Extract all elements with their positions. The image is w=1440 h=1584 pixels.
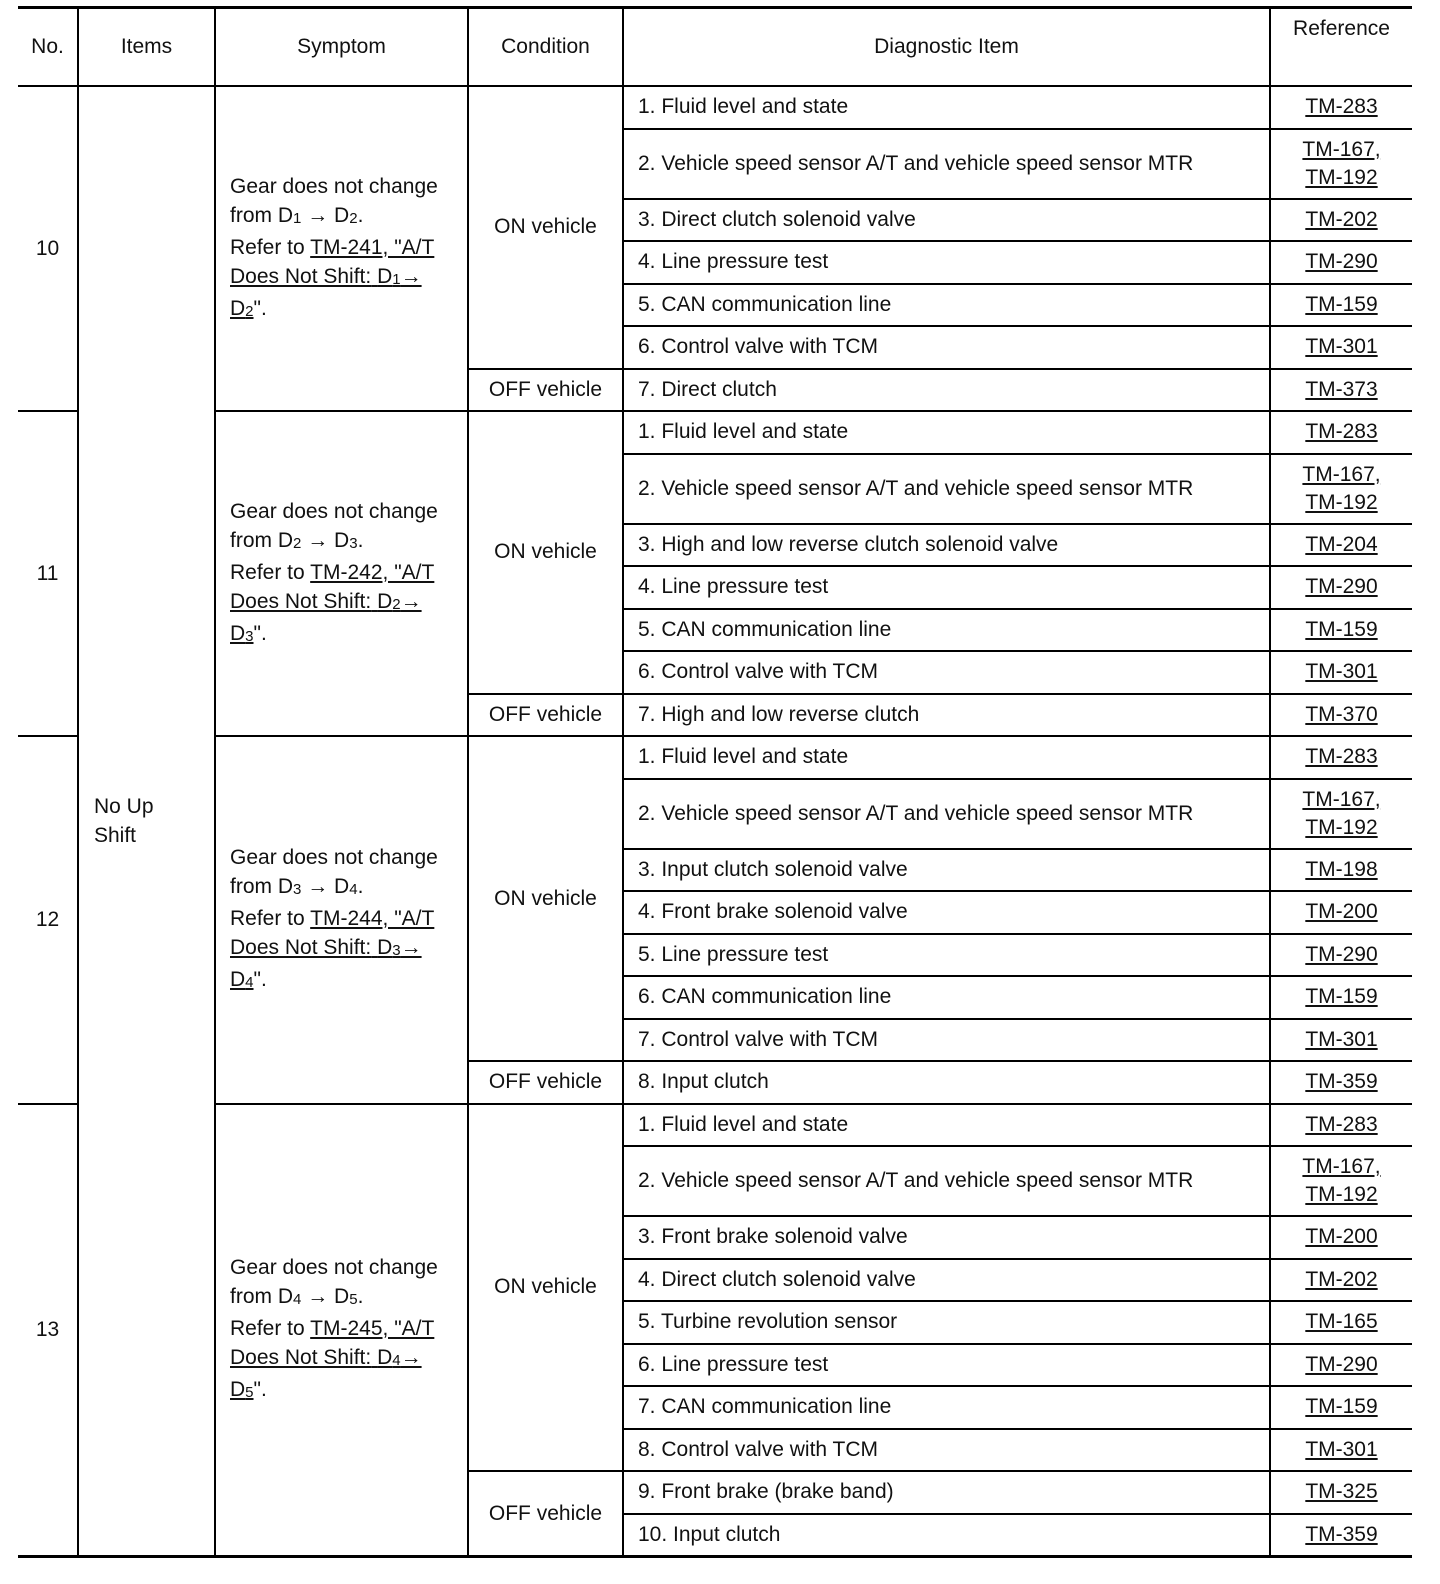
table-body [18, 86, 1412, 1557]
reference-link[interactable]: TM-192 [1305, 490, 1378, 514]
diagnostic-item: 6. CAN communication line [623, 976, 1270, 1019]
arrow-icon: → [400, 1345, 422, 1369]
reference-link[interactable]: TM-198 [1305, 857, 1378, 881]
diagnostic-item: 3. High and low reverse clutch solenoid valve [623, 524, 1270, 567]
gear-label [230, 968, 254, 991]
gear-number: 5 [349, 1290, 358, 1308]
reference-cell [1270, 1146, 1412, 1216]
symptom-line: Gear does not change [230, 174, 438, 198]
reference-link[interactable]: TM-290 [1305, 1352, 1378, 1376]
diagnostic-item: 2. Vehicle speed sensor A/T and vehicle speed sensor MTR [623, 129, 1270, 199]
gear-label [230, 1378, 254, 1401]
symptom-end: ". [253, 967, 267, 991]
reference-cell [1270, 736, 1412, 779]
reference-cell [1270, 1019, 1412, 1062]
symptom-from: from [230, 528, 272, 552]
reference-link[interactable]: TM-283 [1305, 1112, 1378, 1136]
reference-cell [1270, 779, 1412, 849]
symptom-from: from [230, 203, 272, 227]
arrow-icon: → [307, 1284, 329, 1308]
reference-link[interactable]: TM-159 [1305, 617, 1378, 641]
reference-link[interactable]: TM-159 [1305, 1395, 1378, 1419]
reference-link[interactable]: TM-192 [1305, 165, 1378, 189]
symptom-from: from [230, 1284, 272, 1308]
diagnostic-item: 8. Control valve with TCM [623, 1429, 1270, 1472]
symptom-reference-code: TM-245, "A/T [310, 1316, 435, 1340]
table-header [18, 8, 1412, 87]
row-number: 11 [18, 411, 78, 736]
diagnostic-item: 3. Direct clutch solenoid valve [623, 199, 1270, 242]
condition-cell: ON vehicle [468, 411, 623, 694]
gear-label [377, 936, 401, 959]
reference-link[interactable]: TM-290 [1305, 942, 1378, 966]
gear-letter: D [377, 935, 393, 959]
condition-cell: ON vehicle [468, 736, 623, 1061]
reference-cell [1270, 694, 1412, 737]
reference-link[interactable]: TM-301 [1305, 1027, 1378, 1051]
header-diagnostic-item: Diagnostic Item [623, 8, 1270, 87]
reference-link[interactable]: TM-283 [1305, 95, 1378, 119]
reference-link[interactable]: TM-359 [1305, 1522, 1378, 1546]
diagnostic-item: 1. Fluid level and state [623, 1104, 1270, 1147]
reference-cell [1270, 1386, 1412, 1429]
symptom-reference-code: TM-241, "A/T [310, 235, 435, 259]
reference-link[interactable]: TM-359 [1305, 1070, 1378, 1094]
reference-link[interactable]: TM-202 [1305, 1267, 1378, 1291]
diagnostic-item: 1. Fluid level and state [623, 736, 1270, 779]
reference-link[interactable]: TM-283 [1305, 745, 1378, 769]
gear-number: 3 [392, 941, 401, 959]
gear-number: 2 [293, 534, 302, 552]
gear-label [334, 875, 358, 898]
gear-number: 1 [392, 270, 401, 288]
reference-cell [1270, 1216, 1412, 1259]
gear-letter: D [230, 621, 246, 645]
reference-link[interactable]: TM-192 [1305, 815, 1378, 839]
diagnostic-item: 2. Vehicle speed sensor A/T and vehicle speed sensor MTR [623, 779, 1270, 849]
symptom-does-not-shift: Does Not Shift: [230, 264, 372, 288]
reference-cell [1270, 934, 1412, 977]
diagnostic-item: 7. High and low reverse clutch [623, 694, 1270, 737]
diagnostic-item: 7. Direct clutch [623, 369, 1270, 412]
gear-label [334, 1285, 358, 1308]
diagnostic-item: 3. Front brake solenoid valve [623, 1216, 1270, 1259]
symptom-refer: Refer to [230, 560, 305, 584]
symptom-reference-code: TM-242, "A/T [310, 560, 435, 584]
reference-link[interactable]: TM-283 [1305, 420, 1378, 444]
header-symptom: Symptom [215, 8, 468, 87]
gear-letter: D [230, 296, 246, 320]
diagnostic-item: 5. CAN communication line [623, 609, 1270, 652]
gear-number: 1 [293, 209, 302, 227]
diagnostic-item: 7. CAN communication line [623, 1386, 1270, 1429]
symptom-line: Gear does not change [230, 845, 438, 869]
header-row [18, 8, 1412, 87]
diagnostic-item: 6. Control valve with TCM [623, 326, 1270, 369]
gear-label [230, 297, 254, 320]
table-row [18, 736, 1412, 779]
reference-cell [1270, 326, 1412, 369]
header-reference: Reference [1270, 8, 1412, 87]
gear-label [278, 1285, 302, 1308]
gear-number: 4 [245, 973, 254, 991]
header-condition: Condition [468, 8, 623, 87]
reference-link[interactable]: TM-301 [1305, 660, 1378, 684]
reference-cell [1270, 1344, 1412, 1387]
reference-cell [1270, 651, 1412, 694]
reference-link[interactable]: TM-159 [1305, 985, 1378, 1009]
gear-number: 3 [245, 627, 254, 645]
reference-link[interactable]: TM-290 [1305, 250, 1378, 274]
arrow-icon: → [400, 264, 422, 288]
reference-link[interactable]: TM-200 [1305, 900, 1378, 924]
gear-number: 3 [349, 534, 358, 552]
gear-label [278, 204, 302, 227]
reference-cell [1270, 891, 1412, 934]
table-row [18, 1104, 1412, 1147]
symptom-does-not-shift: Does Not Shift: [230, 935, 372, 959]
diagnosis-table [18, 6, 1412, 1558]
reference-link[interactable]: TM-200 [1305, 1225, 1378, 1249]
symptom-refer: Refer to [230, 235, 305, 259]
gear-label [230, 622, 254, 645]
reference-link[interactable]: TM-202 [1305, 207, 1378, 231]
reference-cell [1270, 1301, 1412, 1344]
diagnostic-item: 8. Input clutch [623, 1061, 1270, 1104]
gear-letter: D [230, 1377, 246, 1401]
reference-link[interactable]: TM-370 [1305, 702, 1378, 726]
diagnostic-item: 1. Fluid level and state [623, 411, 1270, 454]
symptom-line: Gear does not change [230, 1255, 438, 1279]
reference-cell [1270, 524, 1412, 567]
reference-cell [1270, 1259, 1412, 1302]
reference-cell [1270, 129, 1412, 199]
symptom-end: ". [253, 296, 267, 320]
symptom-refer: Refer to [230, 906, 305, 930]
gear-label [278, 875, 302, 898]
gear-letter: D [277, 874, 294, 898]
symptom-cell: Gear does not change from $D_2 \to D_3$. Refer to TM-242, "A/T Does Not Shift: $D_2\to$ $D_3$". [215, 411, 468, 736]
gear-number: 5 [245, 1383, 254, 1401]
gear-number: 3 [293, 880, 302, 898]
gear-label [377, 1346, 401, 1369]
diagnostic-item: 1. Fluid level and state [623, 86, 1270, 129]
diagnostic-item: 2. Vehicle speed sensor A/T and vehicle speed sensor MTR [623, 1146, 1270, 1216]
gear-number: 2 [349, 209, 358, 227]
reference-link[interactable]: TM-325 [1305, 1480, 1378, 1504]
items-label-line2: Shift [94, 824, 137, 847]
reference-link[interactable]: TM-159 [1305, 292, 1378, 316]
diagnostic-item: 5. Line pressure test [623, 934, 1270, 977]
gear-label [377, 265, 401, 288]
diagnostic-item: 3. Input clutch solenoid valve [623, 849, 1270, 892]
gear-label [377, 590, 401, 613]
reference-cell [1270, 1104, 1412, 1147]
symptom-cell: Gear does not change from $D_4 \to D_5$. Refer to TM-245, "A/T Does Not Shift: $D_4\to$ $D_5$". [215, 1104, 468, 1557]
diagnostic-item: 4. Line pressure test [623, 566, 1270, 609]
gear-number: 4 [349, 880, 358, 898]
reference-cell [1270, 369, 1412, 412]
diagnostic-item: 4. Direct clutch solenoid valve [623, 1259, 1270, 1302]
condition-cell: OFF vehicle [468, 694, 623, 737]
diagnostic-item: 9. Front brake (brake band) [623, 1471, 1270, 1514]
symptom-cell: Gear does not change from $D_1 \to D_2$. Refer to TM-241, "A/T Does Not Shift: $D_1\to$ $D_2$". [215, 86, 468, 411]
reference-cell [1270, 976, 1412, 1019]
arrow-icon: → [307, 874, 329, 898]
symptom-end: ". [253, 1377, 267, 1401]
row-number: 13 [18, 1104, 78, 1557]
reference-link[interactable]: TM-290 [1305, 575, 1378, 599]
reference-link[interactable]: TM-373 [1305, 377, 1378, 401]
reference-cell [1270, 284, 1412, 327]
gear-letter: D [334, 203, 350, 227]
symptom-from: from [230, 874, 272, 898]
reference-cell [1270, 86, 1412, 129]
table-row [18, 86, 1412, 129]
gear-number: 4 [293, 1290, 302, 1308]
gear-number: 4 [392, 1351, 401, 1369]
gear-letter: D [377, 589, 393, 613]
row-number: 12 [18, 736, 78, 1104]
reference-cell [1270, 411, 1412, 454]
gear-number: 2 [245, 302, 254, 320]
symptom-cell: Gear does not change from $D_3 \to D_4$. Refer to TM-244, "A/T Does Not Shift: $D_3\to$ $D_4$". [215, 736, 468, 1104]
reference-link[interactable]: TM-167, [1302, 462, 1381, 486]
items-cell [78, 86, 215, 1557]
diagnostic-item: 5. CAN communication line [623, 284, 1270, 327]
condition-cell: ON vehicle [468, 1104, 623, 1472]
diagnostic-item: 7. Control valve with TCM [623, 1019, 1270, 1062]
diagnostic-item: 5. Turbine revolution sensor [623, 1301, 1270, 1344]
reference-link[interactable]: TM-165 [1305, 1310, 1378, 1334]
symptom-does-not-shift: Does Not Shift: [230, 1345, 372, 1369]
symptom-reference-code: TM-244, "A/T [310, 906, 435, 930]
reference-link[interactable]: TM-167, [1302, 1155, 1381, 1178]
diagnostic-item: 10. Input clutch [623, 1514, 1270, 1557]
gear-letter: D [277, 1284, 294, 1308]
diagnostic-item: 4. Front brake solenoid valve [623, 891, 1270, 934]
diagnostic-item: 4. Line pressure test [623, 241, 1270, 284]
arrow-icon: → [307, 528, 329, 552]
condition-cell: OFF vehicle [468, 1471, 623, 1557]
gear-letter: D [377, 264, 393, 288]
reference-cell [1270, 566, 1412, 609]
reference-cell [1270, 199, 1412, 242]
reference-link[interactable]: TM-301 [1305, 335, 1378, 359]
reference-cell [1270, 1061, 1412, 1104]
reference-cell [1270, 609, 1412, 652]
reference-link[interactable]: TM-167, [1302, 787, 1381, 811]
reference-link[interactable]: TM-192 [1305, 1183, 1378, 1206]
reference-cell [1270, 454, 1412, 524]
table-row [18, 411, 1412, 454]
symptom-does-not-shift: Does Not Shift: [230, 589, 372, 613]
reference-link[interactable]: TM-204 [1305, 532, 1378, 556]
condition-cell: OFF vehicle [468, 369, 623, 412]
diagnostic-item: 6. Line pressure test [623, 1344, 1270, 1387]
gear-number: 2 [392, 595, 401, 613]
symptom-end: ". [253, 621, 267, 645]
diagnostic-item: 2. Vehicle speed sensor A/T and vehicle speed sensor MTR [623, 454, 1270, 524]
reference-link[interactable]: TM-301 [1305, 1437, 1378, 1461]
gear-letter: D [334, 528, 350, 552]
gear-label [278, 529, 302, 552]
gear-label [334, 204, 358, 227]
gear-letter: D [277, 528, 294, 552]
diagnosis-table-container [18, 6, 1412, 1558]
arrow-icon: → [400, 589, 422, 613]
arrow-icon: → [307, 203, 329, 227]
gear-letter: D [334, 874, 350, 898]
arrow-icon: → [400, 935, 422, 959]
gear-letter: D [277, 203, 294, 227]
condition-cell: ON vehicle [468, 86, 623, 369]
symptom-refer: Refer to [230, 1316, 305, 1340]
row-number: 10 [18, 86, 78, 411]
items-label-line1: No Up [94, 795, 154, 818]
header-items: Items [78, 8, 215, 87]
condition-cell: OFF vehicle [468, 1061, 623, 1104]
symptom-line: Gear does not change [230, 499, 438, 523]
reference-cell [1270, 1514, 1412, 1557]
reference-cell [1270, 1471, 1412, 1514]
gear-label [334, 529, 358, 552]
gear-letter: D [334, 1284, 350, 1308]
diagnostic-item: 6. Control valve with TCM [623, 651, 1270, 694]
reference-link[interactable]: TM-167, [1302, 137, 1381, 161]
reference-cell [1270, 1429, 1412, 1472]
reference-cell [1270, 849, 1412, 892]
gear-letter: D [377, 1345, 393, 1369]
header-no: No. [18, 8, 78, 87]
reference-cell [1270, 241, 1412, 284]
gear-letter: D [230, 967, 246, 991]
